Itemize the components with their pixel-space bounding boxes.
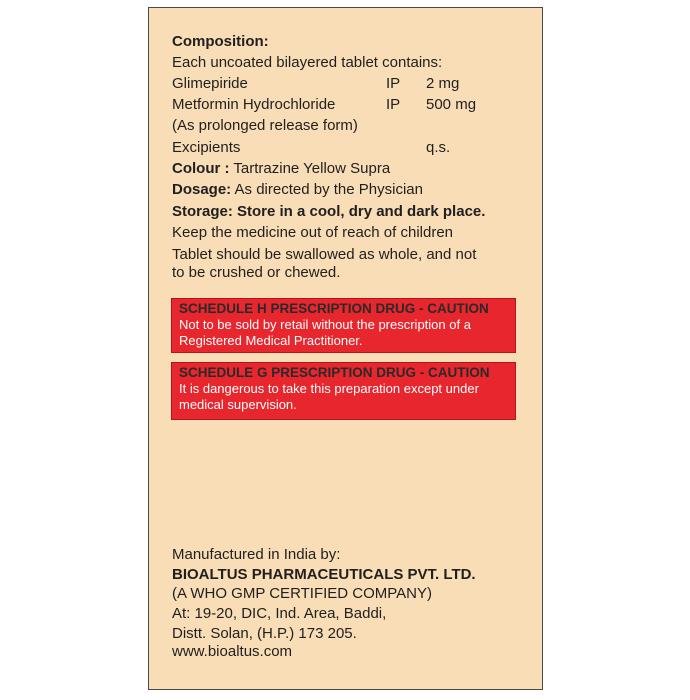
excipients-amount: q.s. [426,139,451,156]
colour-line [172,160,390,178]
manufacturer-address: At: 19-20, DIC, Ind. Area, Baddi, [172,605,387,622]
composition-intro: Each uncoated bilayered tablet contains: [172,54,443,71]
manufacturer-name: BIOALTUS PHARMACEUTICALS PVT. LTD. [172,566,476,583]
ingredient-name: Glimepiride [172,75,248,92]
schedule-h-text: Not to be sold by retail without the prescription of a [179,317,471,332]
dosage-label: Dosage: [172,181,232,198]
excipients-label: Excipients [172,139,241,156]
ingredient-amount: 500 mg [426,96,477,113]
schedule-g-text: medical supervision. [179,397,297,412]
composition-heading: Composition: [172,33,269,50]
manufacturer-intro: Manufactured in India by: [172,546,341,563]
schedule-g-text: It is dangerous to take this preparation except under [179,381,479,396]
note-line: Tablet should be swallowed as whole, and not [172,246,477,263]
ingredient-name: Metformin Hydrochloride [172,96,336,113]
ingredient-standard: IP [386,75,401,92]
schedule-g-caution-box [171,362,516,420]
dosage-line [172,181,423,199]
manufacturer-address: Distt. Solan, (H.P.) 173 205. [172,625,357,642]
schedule-h-title: SCHEDULE H PRESCRIPTION DRUG - CAUTION [179,301,489,316]
colour-label: Colour : [172,160,230,177]
ingredient-standard: IP [386,96,401,113]
colour-value: Tartrazine Yellow Supra [233,160,391,177]
schedule-h-text: Registered Medical Practitioner. [179,333,363,348]
manufacturer-website: www.bioaltus.com [172,643,293,660]
schedule-g-title: SCHEDULE G PRESCRIPTION DRUG - CAUTION [179,365,490,380]
storage-line: Storage: Store in a cool, dry and dark place. [172,203,486,220]
release-note: (As prolonged release form) [172,117,358,134]
dosage-value: As directed by the Physician [234,181,423,198]
manufacturer-certification: (A WHO GMP CERTIFIED COMPANY) [172,585,433,602]
note-line: Keep the medicine out of reach of children [172,224,454,241]
ingredient-amount: 2 mg [426,75,460,92]
schedule-h-caution-box [171,298,516,353]
note-line: to be crushed or chewed. [172,264,341,281]
